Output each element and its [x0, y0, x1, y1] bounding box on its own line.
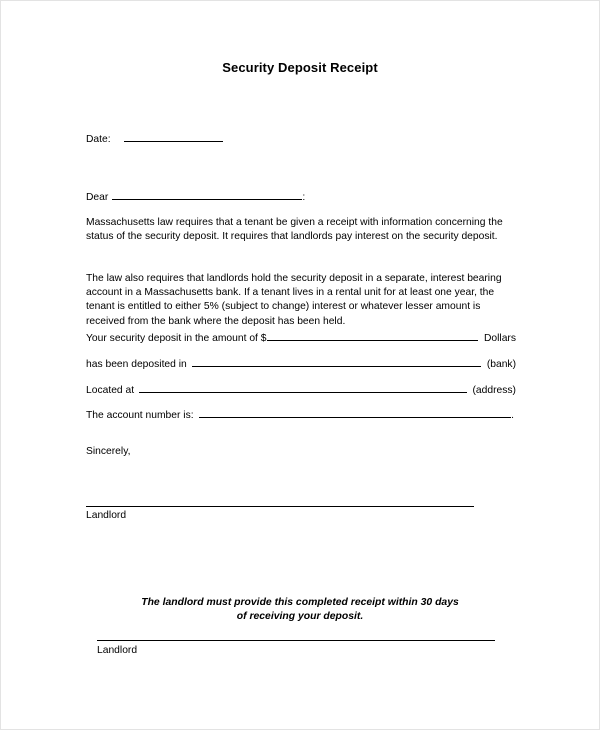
landlord-signature-label-1: Landlord — [86, 510, 127, 521]
amount-unit-label: Dollars — [483, 333, 516, 344]
account-number-row — [86, 408, 514, 423]
amount-row — [86, 331, 516, 346]
address-input-line[interactable] — [139, 383, 466, 393]
landlord-signature-label-2: Landlord — [97, 645, 138, 656]
salutation-label: Dear — [86, 192, 109, 203]
address-hint-label: (address) — [472, 385, 516, 396]
page-title: Security Deposit Receipt — [222, 60, 378, 75]
address-row — [86, 383, 516, 398]
date-row — [86, 132, 223, 147]
bank-row — [86, 357, 516, 372]
closing-text: Sincerely, — [86, 446, 131, 457]
landlord-signature-line-2[interactable] — [97, 640, 495, 641]
completion-notice — [1, 596, 599, 623]
date-label: Date: — [86, 134, 111, 145]
bank-label: has been deposited in — [86, 359, 187, 370]
account-number-label: The account number is: — [86, 410, 194, 421]
tenant-name-input-line[interactable] — [112, 190, 302, 200]
completion-notice-line-2: of receiving your deposit. — [236, 610, 364, 622]
amount-label: Your security deposit in the amount of $ — [86, 333, 267, 344]
bank-input-line[interactable] — [192, 357, 481, 367]
account-number-period: . — [511, 410, 514, 421]
salutation-colon: : — [302, 192, 306, 203]
completion-notice-line-1: The landlord must provide this completed receipt within 30 days — [141, 597, 459, 608]
account-number-input-line[interactable] — [199, 408, 512, 418]
amount-input-line[interactable] — [267, 331, 478, 341]
address-label: Located at — [86, 385, 135, 396]
salutation-row — [86, 190, 305, 205]
paragraph-one: Massachusetts law requires that a tenant be given a receipt with information concerning the status of the security deposit. It requires that landlords pay interest on the security deposit. — [86, 217, 503, 243]
date-input-line[interactable] — [124, 132, 223, 142]
landlord-signature-line-1[interactable] — [86, 506, 474, 507]
paragraph-two: The law also requires that landlords hold the security deposit in a separate, interest bearing account in a Massachusetts bank. If a tenant lives in a rental unit for at least one year, the tenant is entitled to either 5% (subject to change) interest or whatever lesser amount is received from the bank where the deposit has been held. — [86, 273, 502, 327]
bank-hint-label: (bank) — [486, 359, 516, 370]
